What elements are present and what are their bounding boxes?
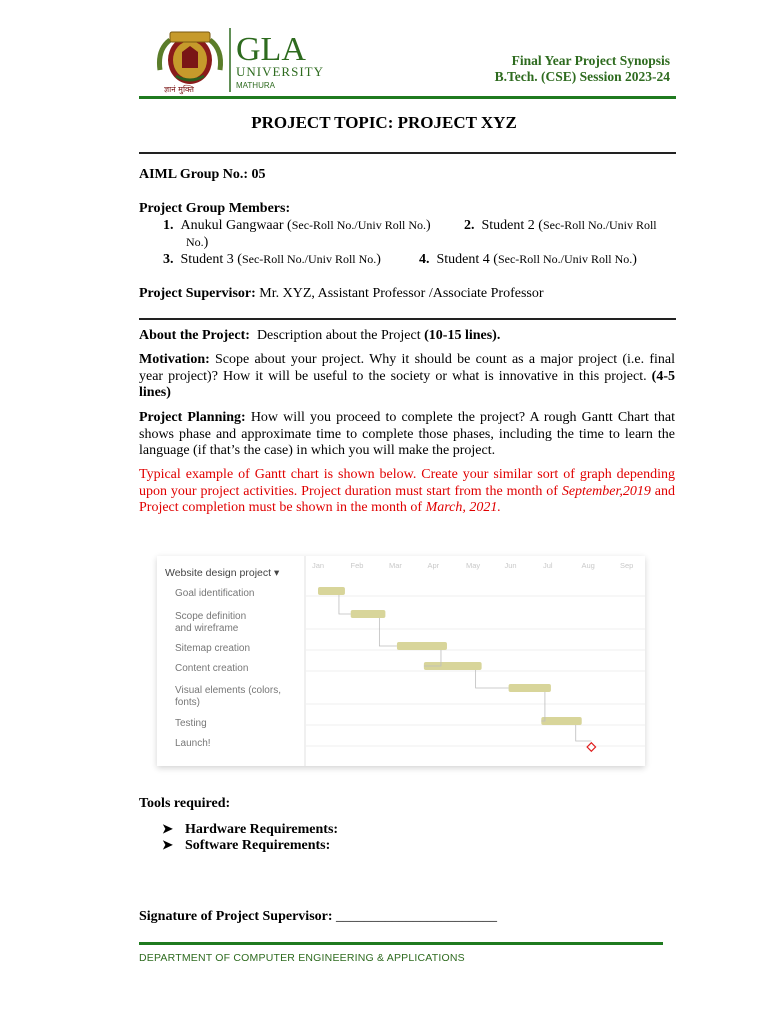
hardware-requirements: ➤ Hardware Requirements: bbox=[162, 821, 339, 837]
logo-motto: ज्ञानं मुक्ति bbox=[164, 85, 194, 94]
gantt-chart-svg bbox=[157, 556, 645, 766]
gantt-bar bbox=[351, 610, 386, 618]
gantt-month-label: Mar bbox=[389, 561, 402, 570]
gantt-month-label: Jul bbox=[543, 561, 553, 570]
gantt-bar bbox=[397, 642, 447, 650]
gantt-month-label: Jan bbox=[312, 561, 325, 570]
member-3: 3. Student 3 (Sec-Roll No./Univ Roll No.) bbox=[163, 252, 381, 267]
header-divider bbox=[139, 96, 676, 99]
footer-divider bbox=[139, 942, 663, 945]
gantt-task-label: Visual elements (colors, bbox=[175, 685, 281, 696]
gantt-dependency bbox=[339, 595, 351, 614]
group-number: AIML Group No.: 05 bbox=[139, 167, 266, 182]
about-project: About the Project: Description about the Project (10-15 lines). bbox=[139, 328, 501, 343]
logo-university-text: UNIVERSITY bbox=[236, 64, 324, 79]
gantt-title: Website design project ▾ bbox=[165, 567, 280, 579]
arrow-bullet-icon: ➤ bbox=[162, 837, 173, 852]
gantt-dependency bbox=[576, 725, 592, 741]
member-1: 1. Anukul Gangwaar (Sec-Roll No./Univ Roll No.) bbox=[163, 218, 431, 233]
gantt-task-label: Scope definition bbox=[175, 611, 247, 622]
member-2: 2. Student 2 (Sec-Roll No./Univ Roll bbox=[464, 218, 657, 233]
logo-city-text: MATHURA bbox=[236, 81, 275, 90]
divider-middle bbox=[139, 318, 676, 320]
logo-gla-text: GLA bbox=[236, 31, 306, 68]
arrow-bullet-icon: ➤ bbox=[162, 821, 173, 836]
department-footer: DEPARTMENT OF COMPUTER ENGINEERING & APPLICATIONS bbox=[139, 952, 465, 964]
members-heading: Project Group Members: bbox=[139, 201, 291, 216]
motivation: Motivation: Scope about your project. Why it should be count as a major project (i.e. final year project)? How it will be useful to the society or what is innovative in this project. (4-5 lines) bbox=[139, 352, 675, 400]
member-2-wrap: No.) bbox=[186, 235, 209, 250]
gantt-month-label: Sep bbox=[620, 561, 634, 570]
project-topic: PROJECT TOPIC: PROJECT XYZ bbox=[251, 113, 517, 132]
gantt-milestone bbox=[587, 743, 595, 751]
gantt-task-label: Goal identification bbox=[175, 588, 255, 599]
crest-icon bbox=[159, 32, 220, 84]
software-requirements: ➤ Software Requirements: bbox=[162, 837, 331, 853]
gantt-task-label: fonts) bbox=[175, 697, 201, 708]
gantt-task-label: Content creation bbox=[175, 663, 249, 674]
gantt-task-label: and wireframe bbox=[175, 623, 239, 634]
session-label: B.Tech. (CSE) Session 2023-24 bbox=[494, 69, 670, 84]
gantt-task-label: Launch! bbox=[175, 738, 211, 749]
gantt-dependency bbox=[476, 670, 509, 688]
gantt-month-label: Aug bbox=[581, 561, 595, 570]
gantt-bar bbox=[541, 717, 581, 725]
gantt-month-label: Apr bbox=[427, 561, 440, 570]
gantt-month-label: Jun bbox=[504, 561, 517, 570]
gantt-bar bbox=[318, 587, 345, 595]
member-4: 4. Student 4 (Sec-Roll No./Univ Roll No.) bbox=[419, 252, 637, 267]
gantt-task-label: Sitemap creation bbox=[175, 643, 251, 654]
gantt-task-label: Testing bbox=[175, 718, 207, 729]
project-planning: Project Planning: How will you proceed to complete the project? A rough Gantt Chart that shows phase and approximate time to complete those phases, including the time to learn the language (if that’s the case) in which you will make the project. bbox=[139, 410, 676, 458]
gantt-instructions: Typical example of Gantt chart is shown below. Create your similar sort of graph depending upon your project activities. Project duration must start from the month of September,2019 and Project completion must be shown in the month of March, 2021. bbox=[139, 467, 675, 515]
tools-heading: Tools required: bbox=[139, 796, 231, 811]
gantt-bar bbox=[509, 684, 551, 692]
supervisor: Project Supervisor: Mr. XYZ, Assistant Professor /Associate Professor bbox=[139, 286, 544, 301]
university-logo bbox=[156, 26, 326, 96]
divider-top bbox=[139, 152, 676, 154]
supervisor-signature: Signature of Project Supervisor: _______________________ bbox=[139, 909, 498, 924]
synopsis-title: Final Year Project Synopsis bbox=[511, 53, 670, 68]
gantt-dependency bbox=[379, 618, 397, 646]
gantt-month-label: Feb bbox=[350, 561, 364, 570]
gantt-month-label: May bbox=[466, 561, 481, 570]
gantt-chart bbox=[157, 556, 645, 766]
gantt-dependency bbox=[541, 692, 545, 721]
